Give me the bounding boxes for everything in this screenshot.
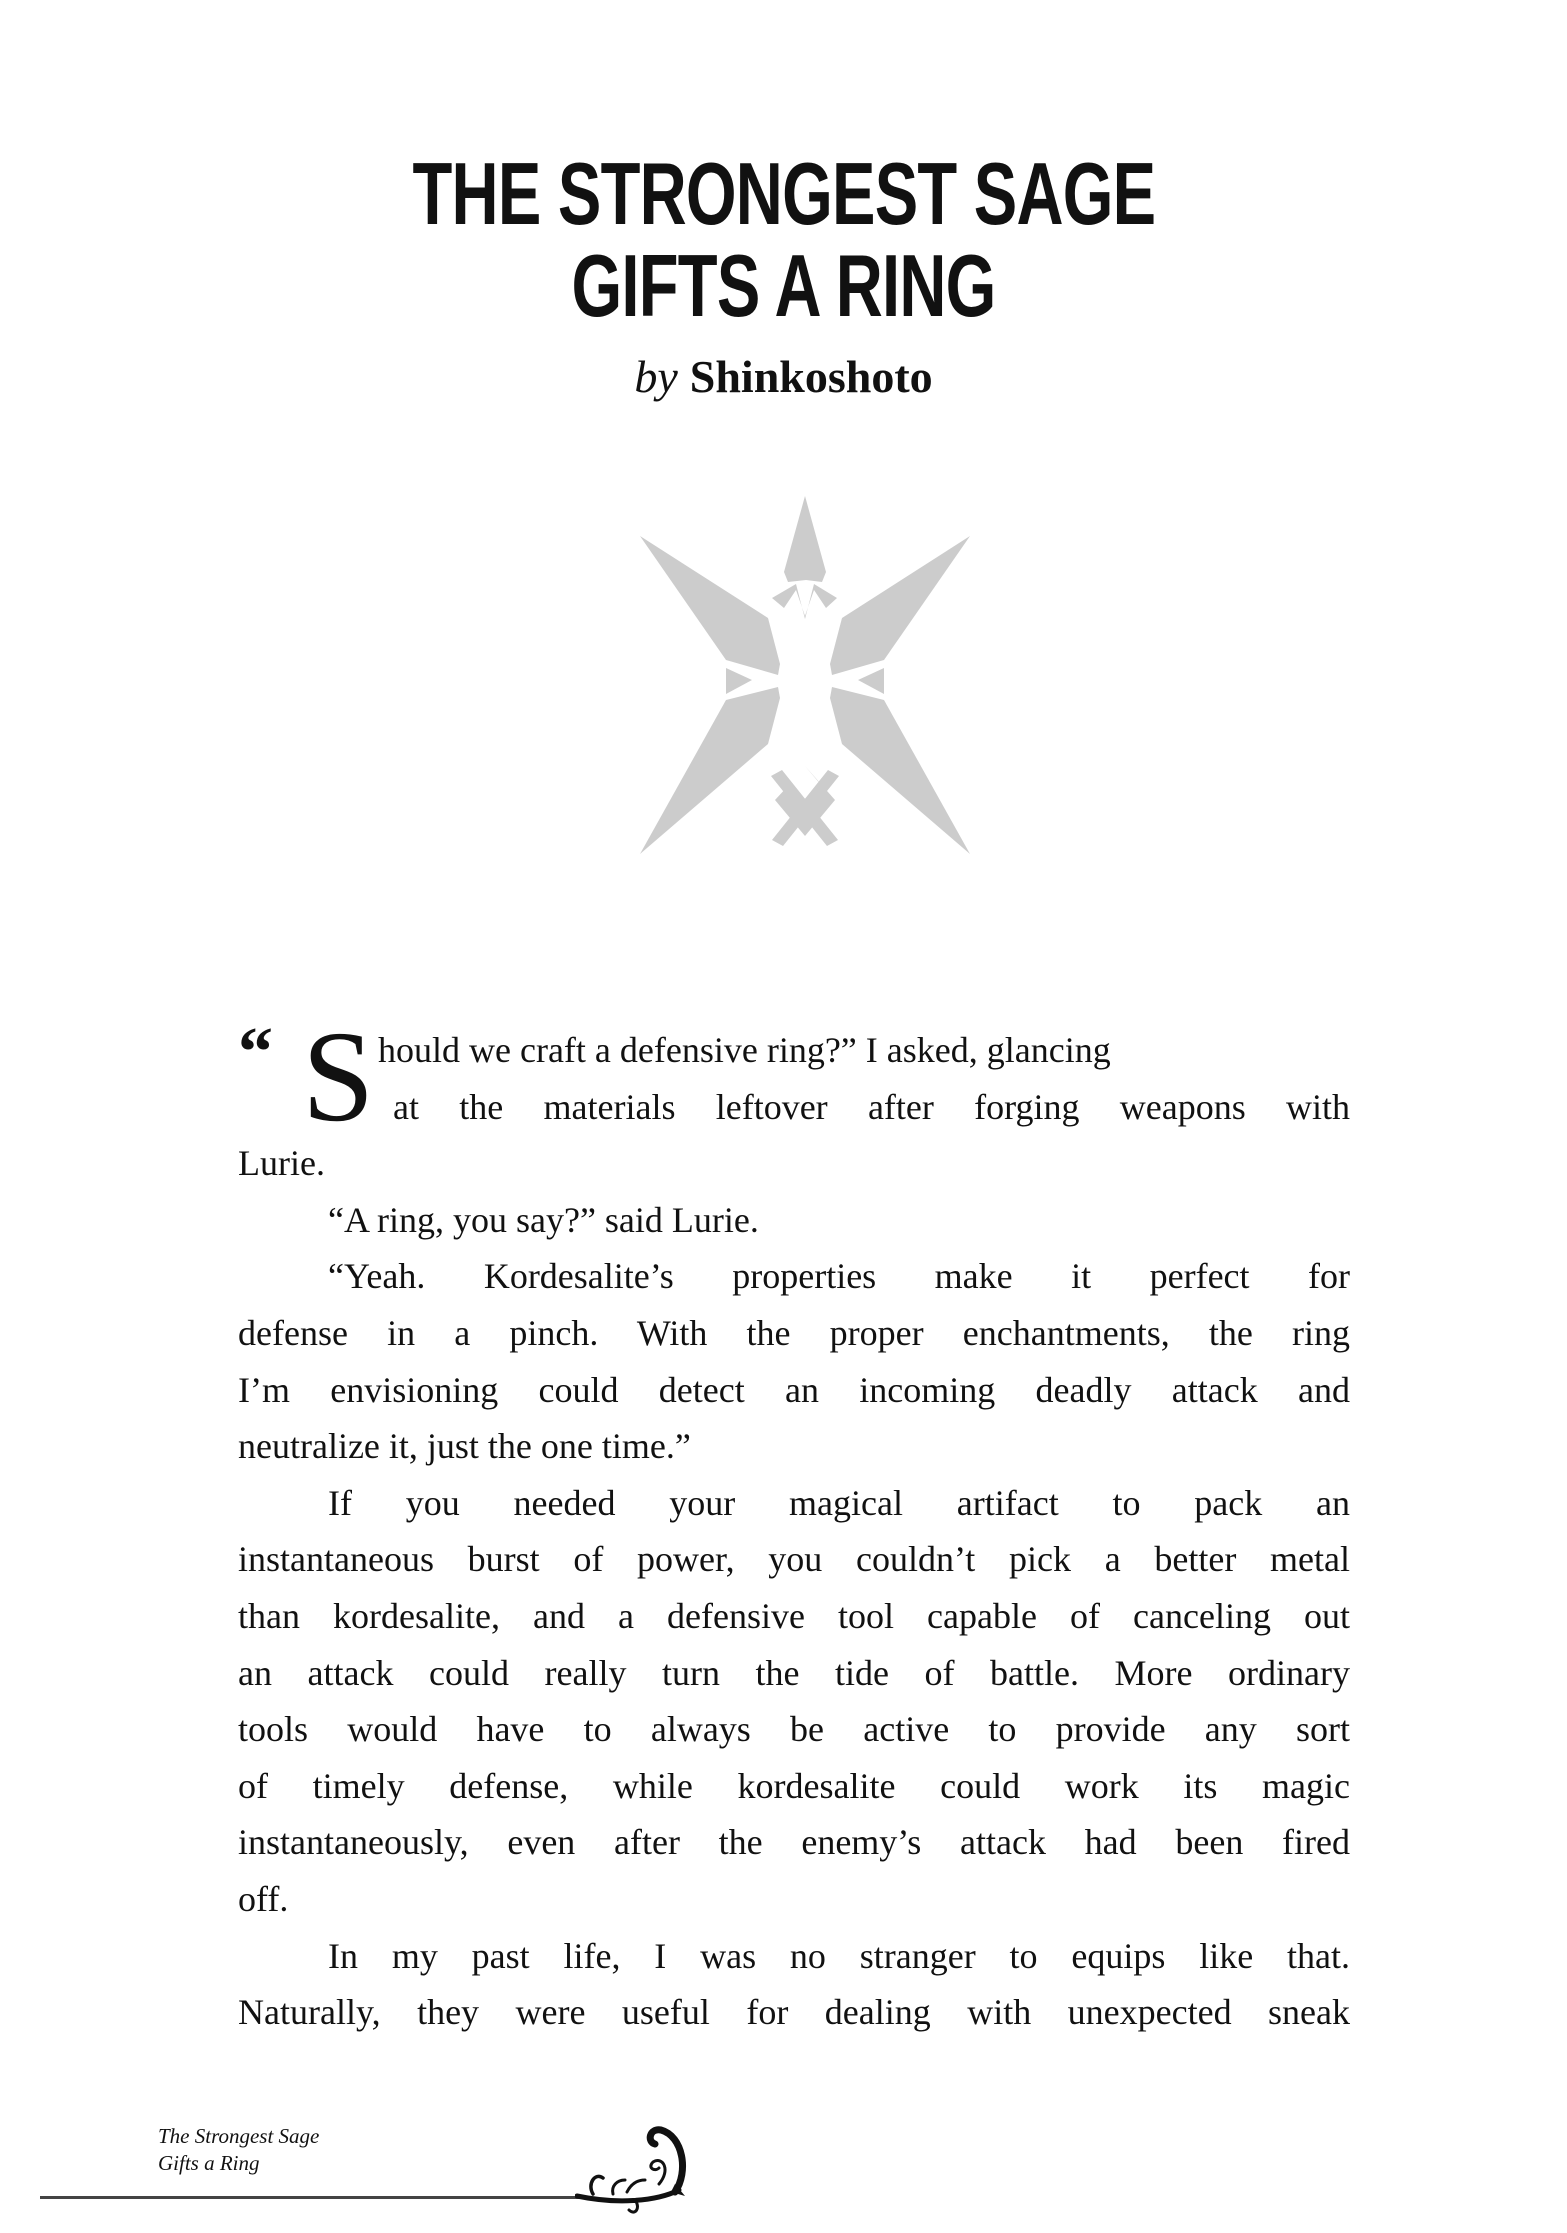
title-text: GIFTS A RING — [571, 236, 996, 335]
text-line: instantaneously, even after the enemy’s attack had been fired — [238, 1822, 1350, 1863]
footer-line-2: Gifts a Ring — [158, 2151, 260, 2175]
text-line: In my past life, I was no stranger to equips like that. — [328, 1935, 1350, 1976]
text-line: at the materials leftover after forging weapons with — [393, 1086, 1350, 1127]
text-line: defense in a pinch. With the proper enchantments, the ring — [238, 1312, 1350, 1353]
text-line: “A ring, you say?” said Lurie. — [328, 1199, 759, 1240]
text-line: neutralize it, just the one time.” — [238, 1426, 691, 1467]
text-line: Naturally, they were useful for dealing with unexpected sneak — [238, 1992, 1350, 2033]
chapter-title-line-1 — [0, 144, 1567, 243]
text-line: I’m envisioning could detect an incoming deadly attack and — [238, 1369, 1350, 1410]
drop-cap: S — [302, 1005, 375, 1149]
text-line: tools would have to always be active to provide any sort — [238, 1709, 1350, 1750]
running-footer — [158, 2123, 319, 2177]
text-line: of timely defense, while kordesalite could work its magic — [238, 1765, 1350, 1806]
footer-rule — [40, 2196, 580, 2199]
footer-line-1: The Strongest Sage — [158, 2124, 320, 2148]
byline — [0, 350, 1567, 403]
opening-quote: “ — [238, 1014, 273, 1091]
text-line: an attack could really turn the tide of battle. More ordinary — [238, 1652, 1350, 1693]
text-line: hould we craft a defensive ring?” I asked, glancing — [378, 1030, 1111, 1070]
text-line: instantaneous burst of power, you couldn’t pick a better metal — [238, 1539, 1350, 1580]
story-text — [238, 1005, 1350, 2041]
text-line: than kordesalite, and a defensive tool capable of canceling out — [238, 1595, 1350, 1636]
text-line: Lurie. — [238, 1143, 325, 1184]
author-name: Shinkoshoto — [689, 351, 933, 402]
byline-prefix: by — [634, 351, 678, 402]
title-text: THE STRONGEST SAGE — [412, 144, 1155, 243]
text-line: off. — [238, 1878, 289, 1919]
star-crest-emblem-icon — [638, 494, 972, 858]
text-line: If you needed your magical artifact to pack an — [328, 1482, 1350, 1523]
text-line: “Yeah. Kordesalite’s properties make it perfect for — [328, 1256, 1350, 1297]
chapter-title-line-2 — [0, 236, 1567, 335]
flourish-ornament-icon — [575, 2122, 687, 2214]
